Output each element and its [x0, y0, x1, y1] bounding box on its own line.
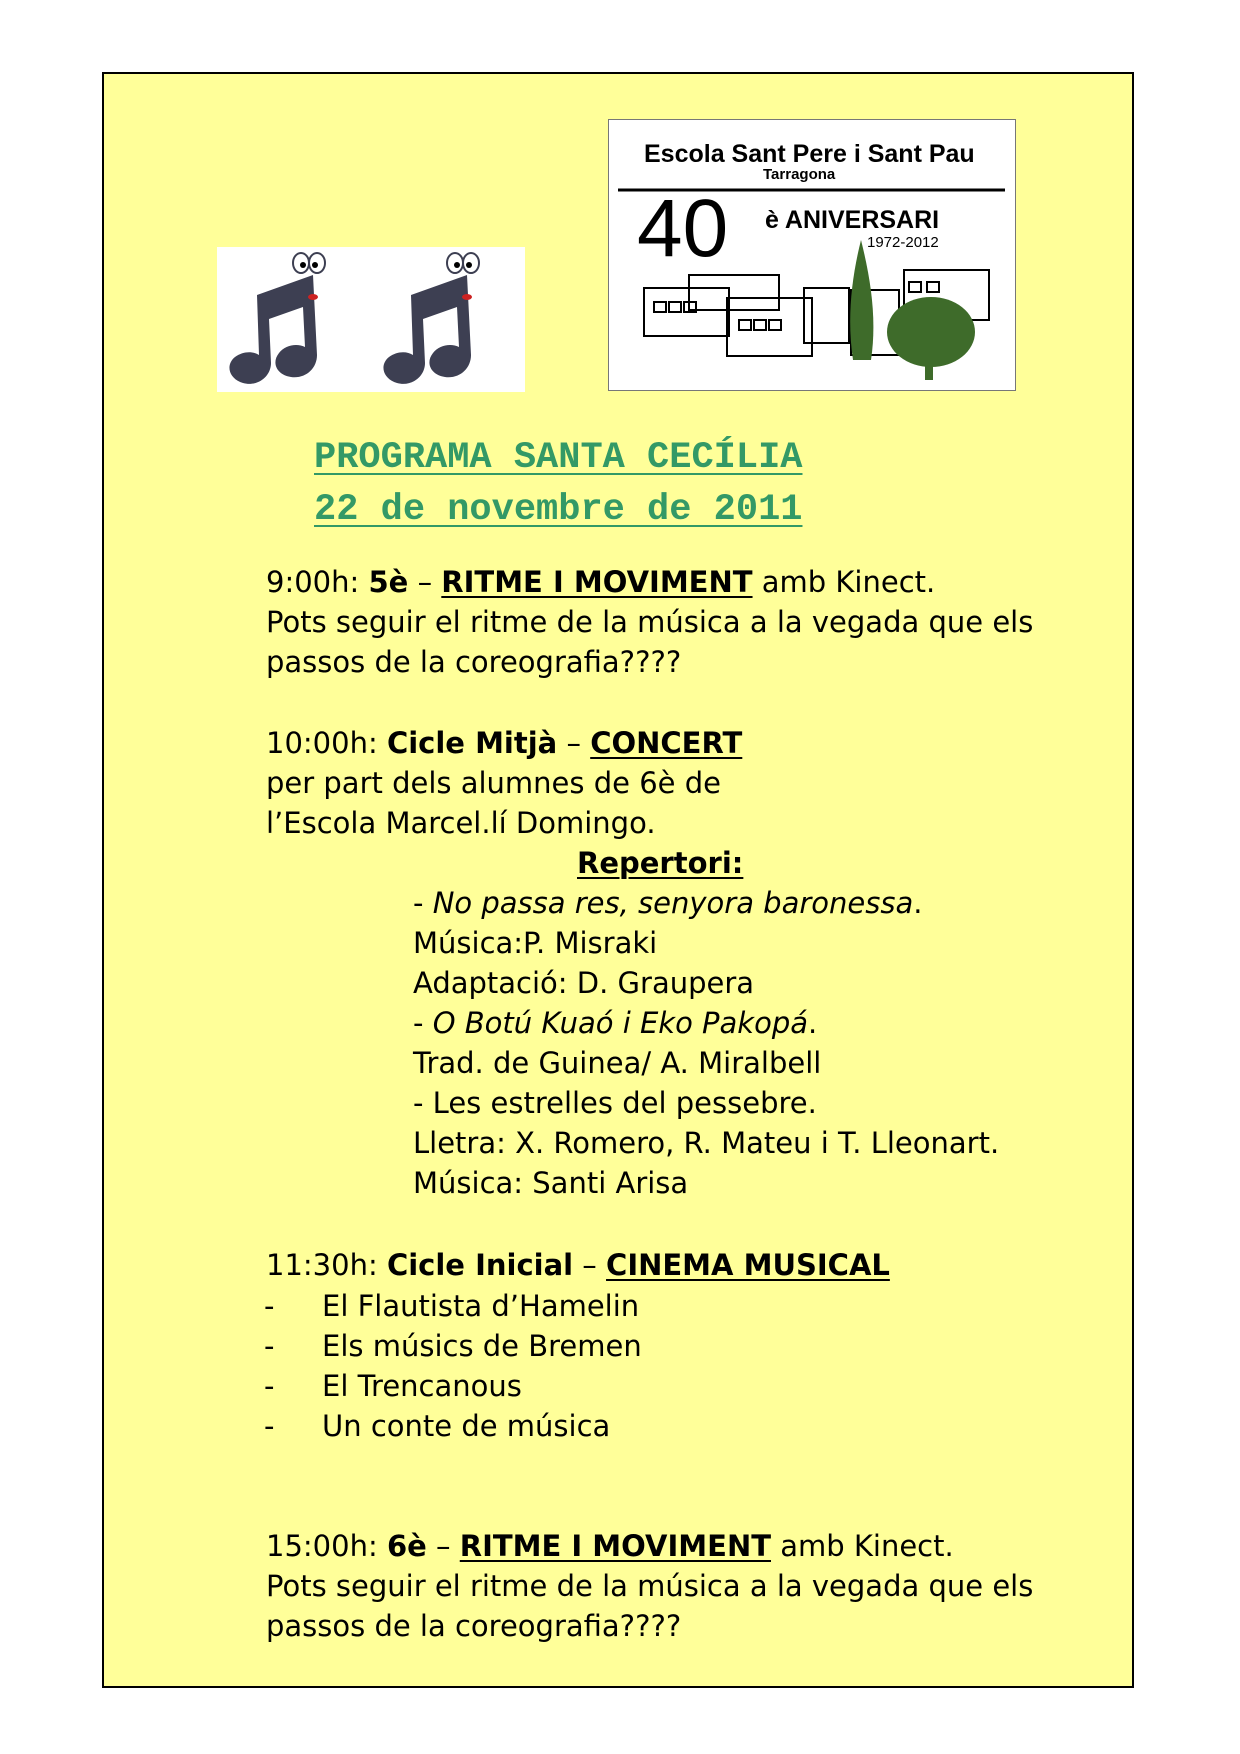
song-1-dash: - [413, 886, 433, 920]
event-4-heading [266, 1526, 954, 1566]
event-4-desc-2: passos de la coreografia???? [266, 1609, 682, 1643]
school-logo [608, 119, 1016, 391]
event-4-activity: RITME I MOVIMENT [459, 1529, 771, 1563]
logo-years: 1972-2012 [867, 234, 939, 251]
logo-anniversary: è ANIVERSARI [765, 206, 940, 234]
event-1-time: 9:00h: [266, 565, 369, 599]
film-1-bullet: - [264, 1289, 275, 1323]
event-2-time: 10:00h: [266, 726, 387, 760]
title-line-2: 22 de novembre de 2011 [314, 489, 803, 531]
film-3-bullet: - [264, 1369, 275, 1403]
event-4-group: 6è [386, 1529, 427, 1563]
event-3-time: 11:30h: [266, 1248, 387, 1282]
event-4-time: 15:00h: [266, 1529, 387, 1563]
event-3-activity: CINEMA MUSICAL [606, 1248, 890, 1282]
film-1: El Flautista d’Hamelin [322, 1289, 640, 1323]
event-1-separator: – [408, 565, 442, 599]
film-2: Els músics de Bremen [322, 1329, 642, 1363]
song-1-period: . [913, 886, 923, 920]
repertoire-label: Repertori: [577, 846, 744, 880]
page-title [314, 432, 802, 536]
song-3-music: Música: Santi Arisa [413, 1166, 689, 1200]
song-2-origin: Trad. de Guinea/ A. Miralbell [413, 1046, 822, 1080]
music-notes-icon [217, 247, 525, 392]
song-2-title [413, 1003, 817, 1043]
song-3-lyrics: Lletra: X. Romero, R. Mateu i T. Lleonart. [413, 1126, 1000, 1160]
logo-number: 40 [637, 183, 729, 274]
event-3-group: Cicle Inicial [386, 1248, 574, 1282]
event-4-separator: – [426, 1529, 460, 1563]
event-2-desc-2: l’Escola Marcel.lí Domingo. [266, 806, 656, 840]
event-3-separator: – [573, 1248, 607, 1282]
event-1-desc-2: passos de la coreografia???? [266, 645, 682, 679]
event-2-desc-1: per part dels alumnes de 6è de [266, 766, 721, 800]
event-2-activity: CONCERT [590, 726, 743, 760]
song-1-music: Música:P. Misraki [413, 926, 658, 960]
logo-school-name: Escola Sant Pere i Sant Pau [644, 140, 975, 168]
music-notes-illustration [217, 247, 525, 392]
song-3-title: - Les estrelles del pessebre. [413, 1086, 817, 1120]
song-2-name: O Botú Kuaó i Eko Pakopá [432, 1006, 809, 1040]
event-4-desc-1: Pots seguir el ritme de la música a la vegada que els [266, 1569, 1034, 1603]
school-building-logo [609, 120, 1015, 390]
film-4-bullet: - [264, 1409, 275, 1443]
song-2-dash: - [413, 1006, 433, 1040]
song-1-title [413, 883, 922, 923]
event-1-tail: amb Kinect. [752, 565, 936, 599]
event-2-separator: – [557, 726, 591, 760]
title-line-1: PROGRAMA SANTA CECÍLIA [314, 437, 803, 479]
song-2-period: . [808, 1006, 818, 1040]
event-3-heading [266, 1245, 890, 1285]
film-2-bullet: - [264, 1329, 275, 1363]
film-4: Un conte de música [322, 1409, 611, 1443]
event-2-heading [266, 723, 742, 763]
film-3: El Trencanous [322, 1369, 522, 1403]
event-1-group: 5è [368, 565, 409, 599]
event-2-group: Cicle Mitjà [386, 726, 558, 760]
song-1-adaptation: Adaptació: D. Graupera [413, 966, 755, 1000]
logo-city: Tarragona [763, 166, 836, 183]
event-1-desc-1: Pots seguir el ritme de la música a la vegada que els [266, 605, 1034, 639]
event-4-tail: amb Kinect. [771, 1529, 954, 1563]
song-1-name: No passa res, senyora baronessa [432, 886, 914, 920]
event-1-heading [266, 562, 935, 602]
event-1-activity: RITME I MOVIMENT [441, 565, 753, 599]
